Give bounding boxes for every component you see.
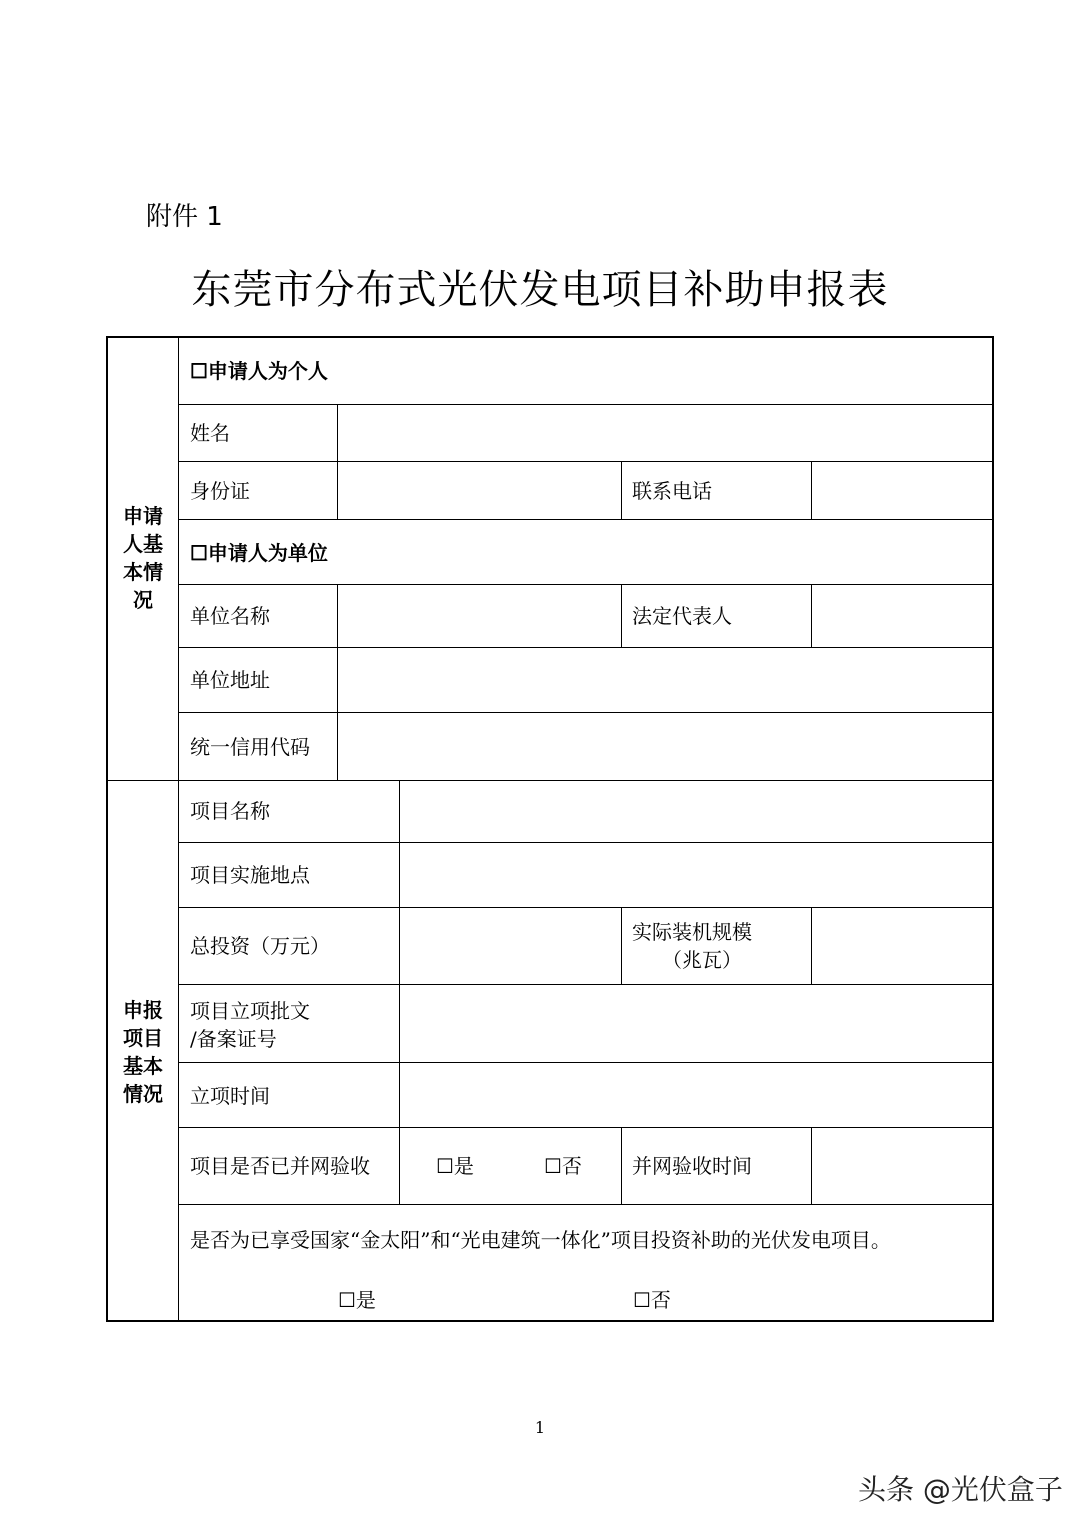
subsidy-question: 是否为已享受国家“金太阳”和“光电建筑一体化”项目投资补助的光伏发电项目。 <box>190 1228 891 1252</box>
row-line <box>179 461 994 462</box>
section-label-line: 本情 <box>123 560 163 584</box>
row-line <box>179 712 994 713</box>
row-line <box>179 584 994 585</box>
grid-time-label: 并网验收时间 <box>632 1154 752 1178</box>
col-line <box>621 1127 622 1204</box>
unit-name-label: 单位名称 <box>190 604 270 628</box>
row-line <box>179 519 994 520</box>
application-form <box>106 336 994 1322</box>
col-line <box>811 461 812 519</box>
section-divider <box>178 338 179 1320</box>
applicant-unit-checkbox[interactable]: ☐申请人为单位 <box>190 541 328 565</box>
col-line <box>337 404 338 519</box>
grid-no-checkbox[interactable]: ☐否 <box>544 1154 582 1178</box>
subsidy-yes-checkbox[interactable]: ☐是 <box>338 1288 376 1312</box>
col-line <box>621 461 622 519</box>
row-line <box>179 647 994 648</box>
col-line <box>811 584 812 647</box>
investment-label: 总投资（万元） <box>190 934 330 958</box>
unit-address-label: 单位地址 <box>190 668 270 692</box>
row-line <box>179 984 994 985</box>
watermark: 头条 @光伏盒子 <box>858 1473 1063 1506</box>
attachment-label: 附件 1 <box>146 202 223 232</box>
section-label-applicant <box>115 502 171 614</box>
subsidy-no-checkbox[interactable]: ☐否 <box>633 1288 671 1312</box>
row-line <box>179 1127 994 1128</box>
row-line <box>179 907 994 908</box>
section-label-line: 基本 <box>123 1054 163 1078</box>
legal-rep-label: 法定代表人 <box>632 604 732 628</box>
capacity-label-line2: （兆瓦） <box>662 948 742 972</box>
col-line <box>621 584 622 647</box>
credit-code-label: 统一信用代码 <box>190 735 310 759</box>
form-title: 东莞市分布式光伏发电项目补助申报表 <box>191 267 889 313</box>
approval-label-line2: /备案证号 <box>190 1027 277 1051</box>
col-line <box>811 907 812 984</box>
section-boundary <box>108 780 994 781</box>
section-label-line: 人基 <box>123 532 163 556</box>
section-label-line: 申报 <box>123 998 163 1022</box>
row-line <box>179 1204 994 1205</box>
applicant-individual-checkbox[interactable]: ☐申请人为个人 <box>190 359 328 383</box>
col-line <box>337 584 338 780</box>
section-label-line: 申请 <box>123 504 163 528</box>
section-label-line: 情况 <box>123 1082 163 1106</box>
col-line <box>399 780 400 1204</box>
row-line <box>179 404 994 405</box>
section-label-project <box>115 996 171 1108</box>
grid-accepted-label: 项目是否已并网验收 <box>190 1154 370 1178</box>
row-line <box>179 842 994 843</box>
row-line <box>179 1062 994 1063</box>
phone-label: 联系电话 <box>632 479 712 503</box>
id-card-label: 身份证 <box>190 479 250 503</box>
section-label-line: 项目 <box>123 1026 163 1050</box>
approval-time-label: 立项时间 <box>190 1084 270 1108</box>
project-location-label: 项目实施地点 <box>190 863 310 887</box>
project-name-label: 项目名称 <box>190 799 270 823</box>
section-label-line: 况 <box>133 588 153 612</box>
col-line <box>621 907 622 984</box>
page-number: 1 <box>534 1418 546 1437</box>
capacity-label-line1: 实际装机规模 <box>632 920 752 944</box>
grid-yes-checkbox[interactable]: ☐是 <box>436 1154 474 1178</box>
approval-label-line1: 项目立项批文 <box>190 999 310 1023</box>
col-line <box>811 1127 812 1204</box>
name-label: 姓名 <box>190 421 230 445</box>
